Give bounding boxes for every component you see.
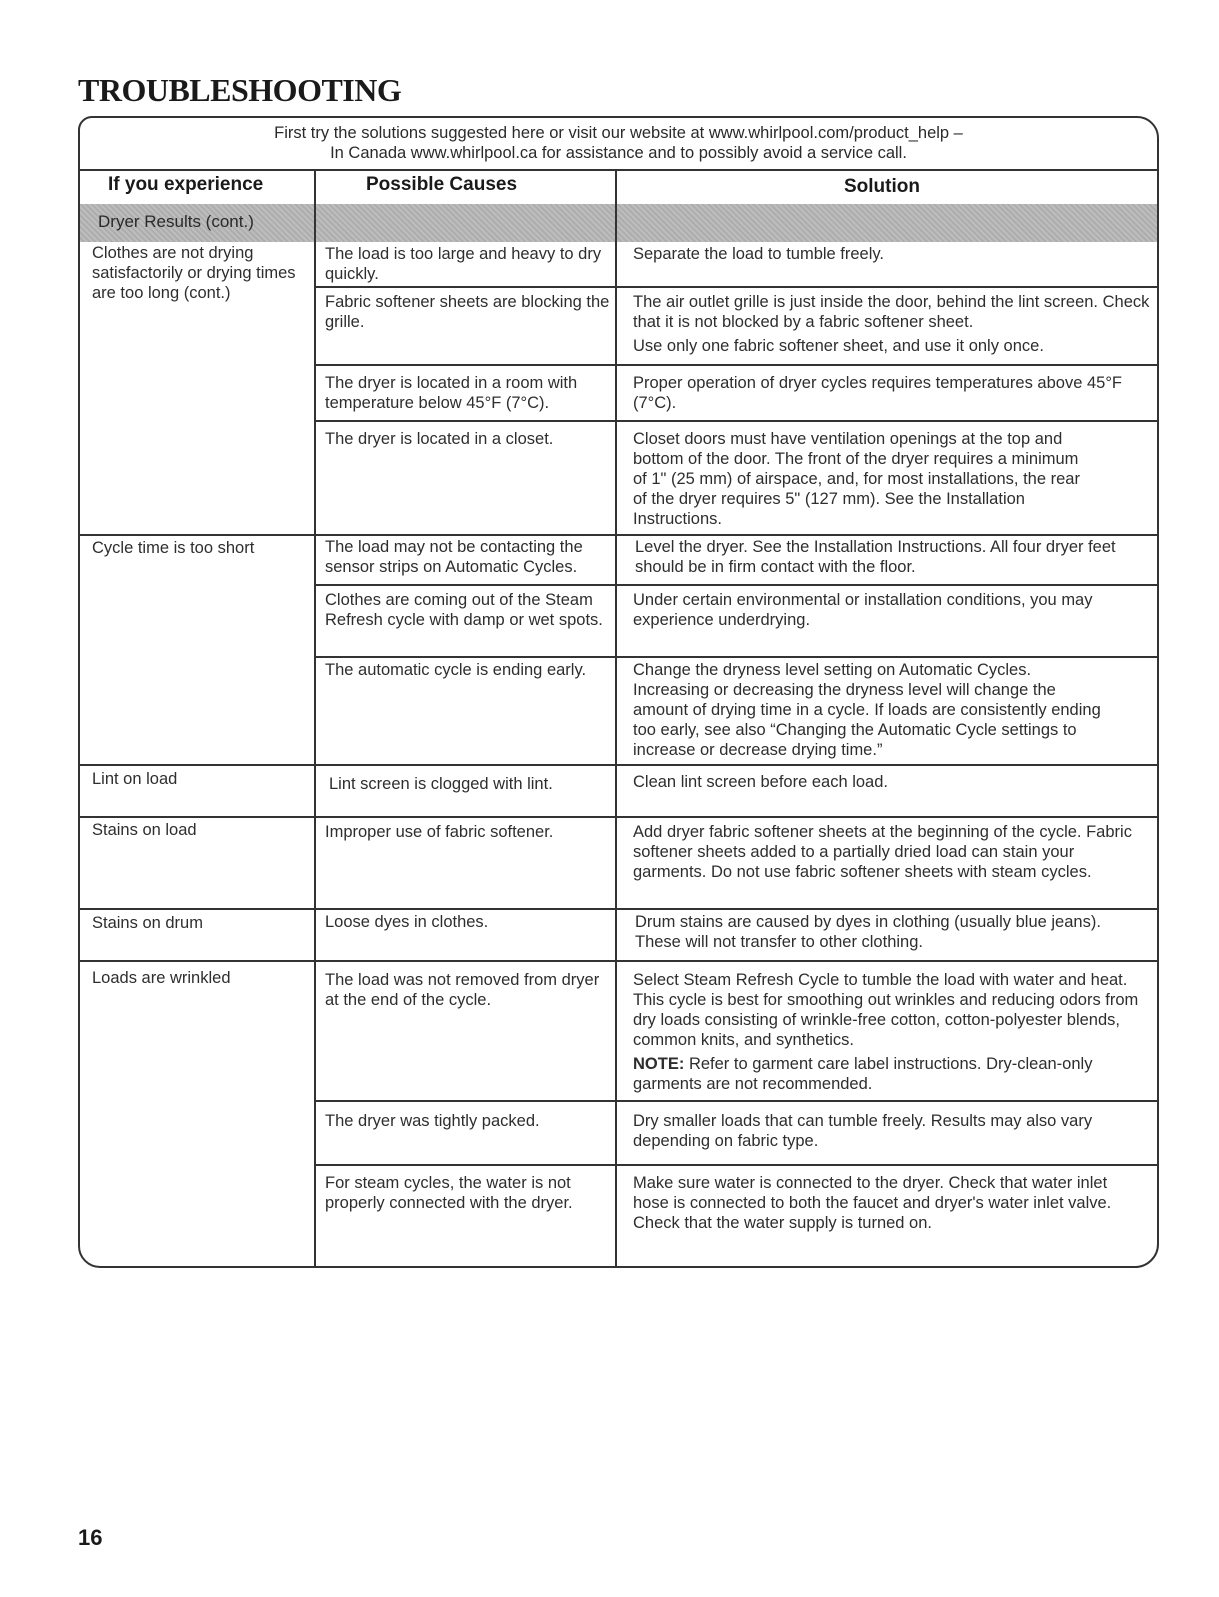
solution-paragraph: Use only one fabric softener sheet, and use it only once. xyxy=(633,337,1044,355)
row-divider xyxy=(80,816,316,818)
row-divider xyxy=(80,534,316,536)
page-number: 16 xyxy=(78,1525,103,1550)
intro-line-2: In Canada www.whirlpool.ca for assistance and to possibly avoid a service call. xyxy=(330,144,907,162)
intro-text xyxy=(80,123,1157,163)
solution-cell: Level the dryer. See the Installation Instructions. All four dryer feet should be in firm contact with the floor. xyxy=(635,538,1116,576)
cause-cell: The automatic cycle is ending early. xyxy=(325,661,587,679)
solution-cell: Separate the load to tumble freely. xyxy=(633,245,885,263)
solution-cell: Proper operation of dryer cycles requires temperatures above 45°F (7°C). xyxy=(633,374,1123,412)
note-label: NOTE: xyxy=(633,1055,685,1073)
solution-note xyxy=(633,1054,1157,1094)
solution-cell xyxy=(633,970,1157,1098)
problem-cell: Clothes are not drying satisfactorily or drying times are too long (cont.) xyxy=(92,244,296,302)
solution-cell xyxy=(633,292,1157,360)
section-title: Dryer Results (cont.) xyxy=(98,212,254,231)
column-divider-2 xyxy=(615,169,617,1268)
cause-cell: For steam cycles, the water is not properly connected with the dryer. xyxy=(325,1174,573,1212)
row-divider xyxy=(314,960,1157,962)
solution-cell: Add dryer fabric softener sheets at the beginning of the cycle. Fabric softener sheets added to a partially dried load can stain your garments. Do not use fabric softener sheets with steam cycles. xyxy=(633,823,1132,881)
row-divider xyxy=(314,764,1157,766)
row-divider xyxy=(314,656,1157,658)
solution-cell: Under certain environmental or installation conditions, you may experience underdrying. xyxy=(633,591,1093,629)
solution-paragraph: The air outlet grille is just inside the door, behind the lint screen. Check that it is not blocked by a fabric softener sheet. xyxy=(633,293,1150,331)
problem-cell: Cycle time is too short xyxy=(92,539,255,557)
section-band xyxy=(80,204,1157,242)
solution-paragraph: Select Steam Refresh Cycle to tumble the load with water and heat. This cycle is best for smoothing out wrinkles and reducing odors from dry loads consisting of wrinkle-free cotton, cotton-polyester blends, common knits, and synthetics. xyxy=(633,971,1139,1049)
row-divider xyxy=(314,420,1157,422)
row-divider xyxy=(80,764,316,766)
row-divider xyxy=(314,534,1157,536)
cause-cell: The load may not be contacting the sensor strips on Automatic Cycles. xyxy=(325,538,583,576)
cause-cell: The load is too large and heavy to dry quickly. xyxy=(325,245,602,283)
solution-cell: Drum stains are caused by dyes in clothing (usually blue jeans). These will not transfer to other clothing. xyxy=(635,913,1101,951)
solution-cell: Clean lint screen before each load. xyxy=(633,773,888,791)
header-solution: Solution xyxy=(844,176,920,197)
column-divider-1 xyxy=(314,169,316,1268)
cause-cell: Fabric softener sheets are blocking the grille. xyxy=(325,293,610,331)
row-divider xyxy=(314,816,1157,818)
intro-divider xyxy=(80,169,1157,171)
problem-cell: Stains on drum xyxy=(92,914,203,932)
cause-cell: Improper use of fabric softener. xyxy=(325,823,554,841)
cause-cell: The dryer is located in a room with temperature below 45°F (7°C). xyxy=(325,374,578,412)
solution-cell: Make sure water is connected to the dryer. Check that water inlet hose is connected to both the faucet and dryer's water inlet valve. Check that the water supply is turned on. xyxy=(633,1174,1112,1232)
intro-line-1: First try the solutions suggested here or visit our website at www.whirlpool.com/product_help – xyxy=(274,124,963,142)
page-title: TROUBLESHOOTING xyxy=(78,72,402,108)
solution-cell: Closet doors must have ventilation openings at the top and bottom of the door. The front of the dryer requires a minimum of 1" (25 mm) of airspace, and, for most installations, the rear of the dryer requires 5" (127 mm). See the Installation Instructions. xyxy=(633,430,1080,528)
header-experience: If you experience xyxy=(108,174,264,195)
row-divider xyxy=(314,286,1157,288)
cause-cell: The load was not removed from dryer at the end of the cycle. xyxy=(325,971,600,1009)
row-divider xyxy=(314,584,1157,586)
problem-cell: Stains on load xyxy=(92,821,197,839)
problem-cell: Lint on load xyxy=(92,770,178,788)
row-divider xyxy=(314,1100,1157,1102)
cause-cell: Clothes are coming out of the Steam Refresh cycle with damp or wet spots. xyxy=(325,591,603,629)
cause-cell: The dryer is located in a closet. xyxy=(325,430,554,448)
row-divider xyxy=(80,960,316,962)
header-causes: Possible Causes xyxy=(366,174,518,195)
cause-cell: Lint screen is clogged with lint. xyxy=(329,775,553,793)
row-divider xyxy=(314,908,1157,910)
cause-cell: The dryer was tightly packed. xyxy=(325,1112,540,1130)
row-divider xyxy=(314,364,1157,366)
solution-cell: Dry smaller loads that can tumble freely. Results may also vary depending on fabric type. xyxy=(633,1112,1093,1150)
note-text: Refer to garment care label instructions. Dry-clean-only garments are not recommended. xyxy=(633,1055,1093,1093)
troubleshooting-table xyxy=(78,116,1159,1268)
row-divider xyxy=(314,1164,1157,1166)
solution-cell: Change the dryness level setting on Automatic Cycles. Increasing or decreasing the dryness level will change the amount of drying time in a cycle. If loads are consistently ending too early, see also “Changing the Automatic Cycle settings to increase or decrease drying time.” xyxy=(633,661,1101,759)
cause-cell: Loose dyes in clothes. xyxy=(325,913,489,931)
problem-cell: Loads are wrinkled xyxy=(92,969,231,987)
row-divider xyxy=(80,908,316,910)
